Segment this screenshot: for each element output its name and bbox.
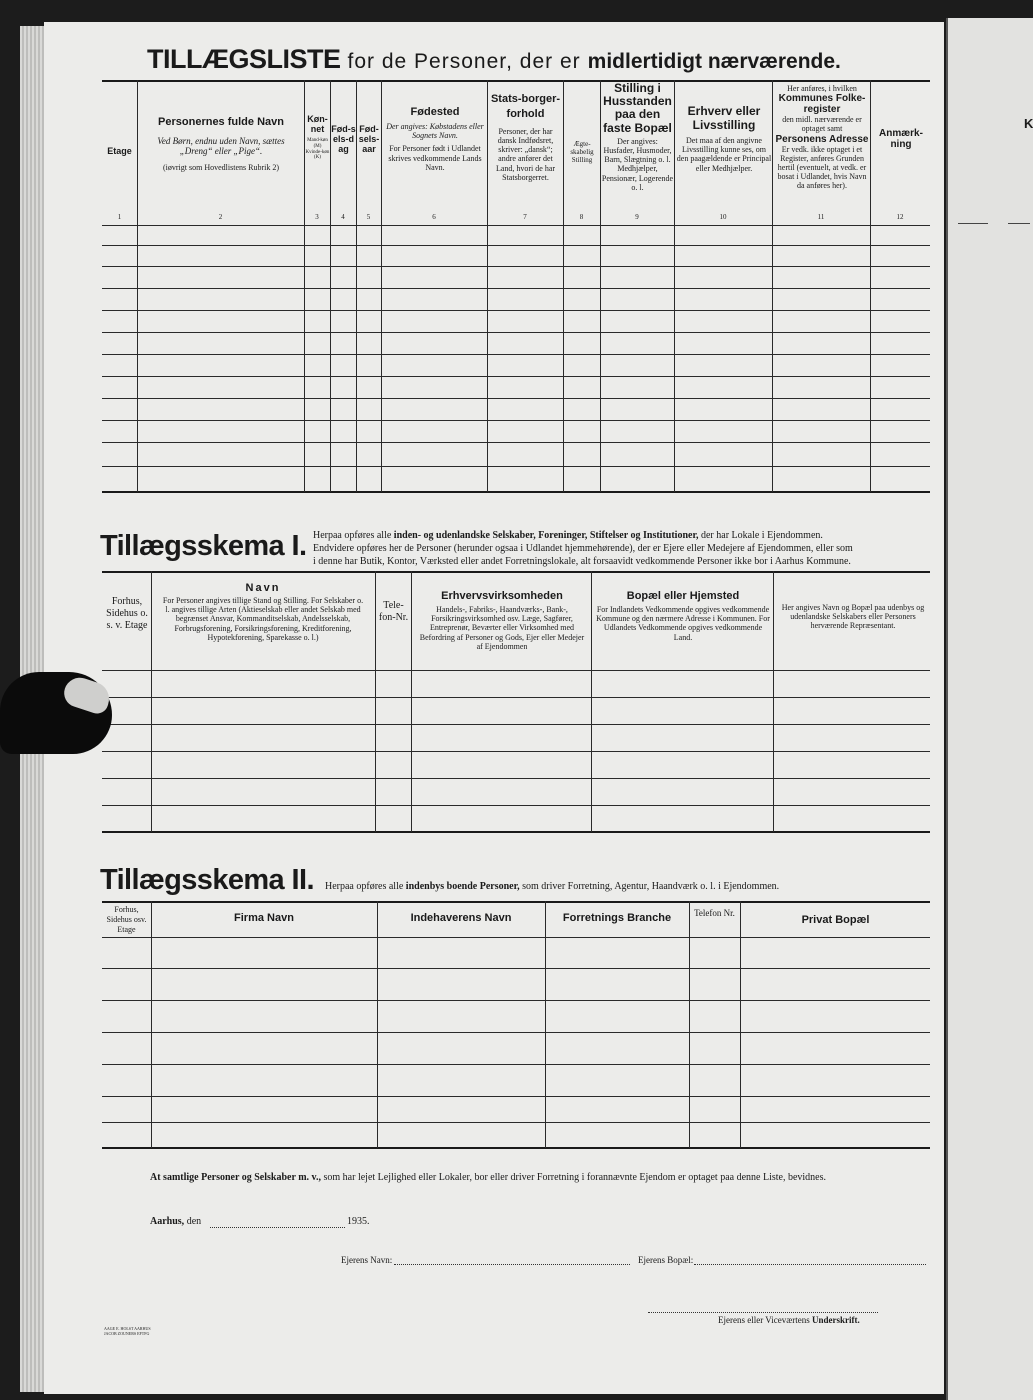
col-name-title: Personernes fulde Navn: [158, 116, 284, 128]
col-divider: [151, 901, 152, 1148]
skema2-bottom-rule: [102, 1147, 930, 1149]
row-rule: [102, 778, 930, 779]
col-divider: [870, 80, 871, 492]
skema1-title: Tillægsskema I.: [100, 530, 307, 562]
printer-line: AAGE E. HOLST AARHUS: [104, 1326, 151, 1331]
owner-address-field[interactable]: [694, 1264, 926, 1265]
row-rule: [102, 310, 930, 311]
row-rule: [102, 288, 930, 289]
col-remarks-header: Anmærk-ning: [879, 128, 923, 150]
skema1-top-rule: [102, 571, 930, 573]
col-birthday-header: Fød-sels-dag: [331, 124, 356, 154]
col-number: 10: [719, 213, 727, 221]
row-rule: [102, 398, 930, 399]
skema1-col-name-title: Navn: [245, 582, 281, 594]
title-rest: for de Personer, der er: [347, 50, 581, 73]
printer-mark: [104, 1326, 151, 1336]
col-name-note2: (iøvrigt som Hovedlistens Rubrik 2): [163, 162, 279, 172]
printer-line: JACOB ZOUNERS EFTFG: [104, 1331, 150, 1336]
col-divider: [674, 80, 675, 492]
col-register-header: [774, 84, 870, 191]
table-top-rule: [102, 80, 930, 82]
header-bottom-rule: [102, 225, 930, 226]
facing-page: [946, 18, 1033, 1400]
col-divider: [591, 571, 592, 832]
col-register-title: Kommunes Folke-register: [778, 93, 866, 116]
col-number: 3: [315, 213, 319, 221]
col-gender-note: Mand-køn (M) Kvinde-køn (K): [305, 138, 330, 161]
col-name-note: Ved Børn, endnu uden Navn, sættes „Dreng“ eller „Pige“.: [157, 136, 285, 157]
col-number: 7: [523, 213, 527, 221]
col-occupation-note: Det maa af den angivne Livsstilling kunne ses, om den paagældende er Principal eller Medhjælper.: [676, 136, 772, 173]
skema2-col-phone: Telefon Nr.: [694, 908, 735, 918]
date-line: [150, 1216, 201, 1227]
skema1-desc-text: der har Lokale i Ejendommen.: [700, 530, 823, 541]
col-divider: [137, 80, 138, 492]
city-label: Aarhus,: [150, 1216, 185, 1227]
skema1-col-name: [160, 582, 366, 642]
row-rule: [102, 805, 930, 806]
skema1-col-etage: Forhus, Sidehus o. s. v. Etage: [106, 596, 148, 631]
col-divider: [381, 80, 382, 492]
row-rule: [102, 1000, 930, 1001]
col-divider: [411, 571, 412, 832]
col-register-pre: Her anføres, i hvilken: [787, 84, 857, 93]
col-divider: [375, 571, 376, 832]
row-rule: [102, 420, 930, 421]
den-label: den: [186, 1216, 202, 1227]
skema1-col-business-note: Handels-, Fabriks-, Haandværks-, Bank-, Forsikringsvirksomhed osv. Læge, Sagfører, Entreprenør, Beværter eller Virksomhed med Befordring af Personer og Gods, Ejer eller Medejer af Ejendommen: [419, 605, 585, 651]
row-rule: [102, 466, 930, 467]
row-rule: [102, 724, 930, 725]
skema2-col-branch: Forretnings Branche: [562, 912, 672, 924]
signature-caption-bold: Underskrift.: [812, 1315, 860, 1325]
col-household-header: [601, 82, 674, 192]
skema2-col-address: Privat Bopæl: [801, 914, 870, 926]
skema1-bottom-rule: [102, 831, 930, 833]
skema1-description: [313, 529, 933, 568]
col-divider: [772, 80, 773, 492]
skema2-col-etage: Forhus, Sidehus osv. Etage: [106, 905, 147, 934]
skema1-col-representative: Her angives Navn og Bopæl paa udenbys og udenlandske Selskabers eller Personers herværende Repræsentant.: [781, 603, 925, 631]
signature-field[interactable]: [648, 1312, 878, 1313]
date-field[interactable]: [210, 1227, 345, 1228]
declaration: [150, 1172, 826, 1183]
col-register-title2: Personens Adresse: [775, 133, 869, 145]
col-birthplace-note2: For Personer født i Udlandet skrives vedkommende Lands Navn.: [388, 144, 482, 172]
table-bottom-rule: [102, 491, 930, 493]
facing-page-mark: [1008, 223, 1030, 224]
skema2-desc-text: som driver Forretning, Agentur, Haandværk o. l. i Ejendommen.: [522, 881, 780, 892]
row-rule: [102, 1064, 930, 1065]
col-divider: [740, 901, 741, 1148]
col-divider: [377, 901, 378, 1148]
form-title: [147, 44, 841, 75]
skema1-col-phone: Tele-fon-Nr.: [378, 600, 409, 623]
col-occupation-header: [676, 104, 772, 173]
row-rule: [102, 1032, 930, 1033]
skema1-col-business: [416, 590, 588, 651]
skema1-col-residence: [596, 590, 770, 642]
title-main: TILLÆGSLISTE: [147, 44, 341, 74]
col-number: 1: [117, 213, 122, 221]
row-rule: [102, 697, 930, 698]
row-rule: [102, 442, 930, 443]
col-birthplace-note: Der angives: Købstadens eller Sognets Navn.: [386, 122, 484, 141]
skema2-desc-text: Herpaa opføres alle: [325, 881, 404, 892]
col-register-note2: Er vedk. ikke optaget i et Register, anføres Grunden hertil (eventuelt, at vedk. er bosat i Udlandet, hvis Navn da anføres her).: [777, 144, 867, 191]
facing-page-mark: [958, 223, 988, 224]
col-gender-header: [305, 114, 330, 161]
col-household-note: Der angives: Husfader, Husmoder, Barn, Slægtning o. l. Medhjælper, Pensionær, Logerende o. l.: [601, 136, 674, 192]
col-divider: [151, 571, 152, 832]
row-rule: [102, 266, 930, 267]
skema1-col-business-title: Erhvervsvirksomheden: [441, 590, 563, 602]
col-gender-title: Køn-net: [307, 114, 328, 134]
row-rule: [102, 751, 930, 752]
form-page: [44, 22, 944, 1394]
row-rule: [102, 332, 930, 333]
col-citizenship-title: Stats-borger-forhold: [490, 93, 561, 121]
row-rule: [102, 245, 930, 246]
col-number: 6: [432, 213, 436, 221]
row-rule: [102, 354, 930, 355]
skema2-title: Tillægsskema II.: [100, 864, 314, 896]
col-household-title: Stilling i Husstanden paa den faste Bopæl: [603, 81, 672, 135]
title-bold-tail: midlertidigt nærværende.: [587, 50, 841, 73]
skema2-desc-bold: indenbys boende Personer,: [405, 881, 520, 892]
skema1-header-rule: [102, 670, 930, 671]
owner-address-label: Ejerens Bopæl:: [638, 1255, 694, 1265]
skema1-col-residence-title: Bopæl eller Hjemsted: [626, 590, 740, 602]
skema1-desc-line3: i denne har Butik, Kontor, Værksted eller andet Forretningslokale, alt forsaavidt vedkommende Personer ikke bor i Aarhus Kommune.: [313, 556, 851, 567]
col-citizenship-note: Personer, der har dansk Indfødsret, skriver: „dansk“; andre anfører det Land, hvori de har Statsborgerret.: [495, 126, 556, 182]
declaration-bold: At samtlige Personer og Selskaber m. v.,: [150, 1172, 322, 1183]
col-divider: [545, 901, 546, 1148]
skema2-top-rule: [102, 901, 930, 903]
skema2-col-firm: Firma Navn: [234, 912, 294, 924]
owner-name-field[interactable]: [394, 1264, 630, 1265]
col-etage-header: Etage: [107, 146, 132, 156]
col-number: 9: [635, 213, 639, 221]
skema1-desc-line2: Endvidere opføres her de Personer (herunder ogsaa i Udlandet hjemmehørende), der er Ejere eller Medejere af Ejendommen, eller som: [313, 543, 853, 554]
col-name-header: [140, 116, 302, 172]
skema2-header-rule: [102, 937, 930, 938]
row-rule: [102, 376, 930, 377]
col-number: 4: [341, 213, 345, 221]
skema2-description: [325, 880, 779, 893]
year-label: 1935.: [347, 1216, 370, 1227]
owner-name-label: Ejerens Navn:: [341, 1255, 393, 1265]
col-number: 12: [896, 213, 904, 221]
col-number: 11: [817, 213, 825, 221]
skema1-col-residence-note: For Indlandets Vedkommende opgives vedkommende Kommune og den nærmere Adresse i Kommunen. For Udlandets Vedkommende opgives vedkommende Land.: [596, 605, 770, 642]
facing-page-letter: K: [1024, 116, 1033, 131]
declaration-text: som har lejet Lejlighed eller Lokaler, bor eller driver Forretning i forannævnte Ejendom er optaget paa denne Liste, bevidnes.: [323, 1172, 826, 1183]
col-divider: [487, 80, 488, 492]
col-citizenship-header: [489, 92, 562, 182]
col-birthplace-header: [384, 106, 486, 172]
col-number: 2: [218, 213, 223, 221]
row-rule: [102, 968, 930, 969]
col-number: 5: [366, 213, 371, 221]
signature-caption-text: Ejerens eller Viceværtens: [718, 1315, 810, 1325]
row-rule: [102, 1096, 930, 1097]
col-divider: [689, 901, 690, 1148]
col-birthyear-header: Fød-sels-aar: [358, 124, 380, 154]
col-divider: [773, 571, 774, 832]
skema1-col-name-note: For Personer angives tillige Stand og Stilling. For Selskaber o. l. angives tillige Arten (Aktieselskab eller andet Selskab med begrænset Ansvar, Kommanditselskab, Andelsselskab, Forbrugsforening, Forsikringsforening, Kreditforening, Hypotekforening, Sparekasse o. l.): [162, 596, 364, 642]
signature-caption: [718, 1315, 860, 1325]
col-birthplace-title: Fødested: [410, 106, 460, 118]
col-marital-header: Ægte-skabelig Stilling: [570, 140, 594, 165]
col-number: 8: [579, 213, 584, 221]
col-occupation-title: Erhverv eller Livsstilling: [687, 104, 761, 132]
col-register-note: den midl. nærværende er optaget samt: [782, 115, 862, 134]
skema1-desc-text: Herpaa opføres alle: [313, 530, 392, 541]
row-rule: [102, 1122, 930, 1123]
skema2-col-owner: Indehaverens Navn: [410, 912, 512, 924]
skema1-desc-bold: inden- og udenlandske Selskaber, Foreninger, Stiftelser og Institutioner,: [393, 530, 699, 541]
